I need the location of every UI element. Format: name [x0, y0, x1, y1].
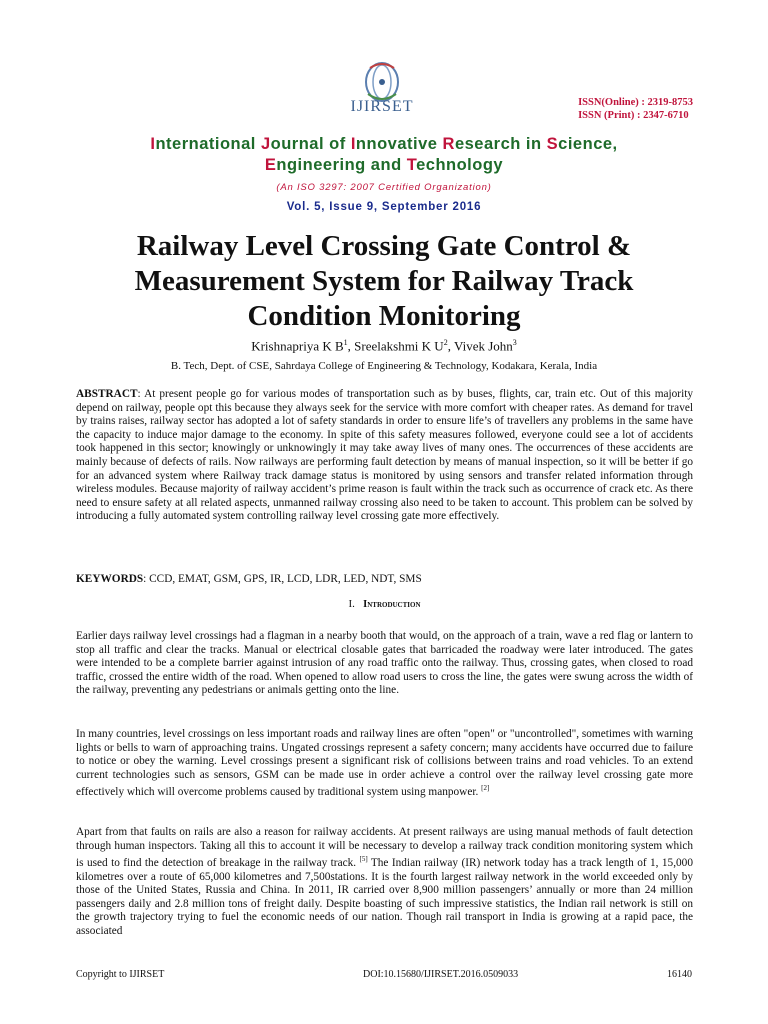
journal-initial: S — [546, 135, 559, 153]
footer-copyright: Copyright to IJIRSET — [76, 969, 165, 980]
author-name: Vivek John — [453, 338, 513, 354]
journal-initial: T — [406, 156, 417, 174]
footer-page-number: 16140 — [667, 969, 692, 980]
section-heading — [76, 598, 693, 610]
abstract-label: ABSTRACT — [76, 388, 138, 400]
journal-initial: I — [350, 135, 356, 153]
issn-print: ISSN (Print) : 2347-6710 — [578, 110, 689, 121]
journal-word: ngineering and — [276, 156, 407, 174]
keywords — [76, 573, 693, 585]
section-number: I. — [348, 598, 355, 610]
journal-word: nternational — [155, 135, 261, 153]
journal-initial: I — [150, 135, 156, 153]
author-affiliation: B. Tech, Dept. of CSE, Sahrdaya College of Engineering & Technology, Kodakara, Kerala, India — [170, 360, 598, 372]
paper-title-line: Condition Monitoring — [247, 300, 521, 332]
issn-online: ISSN(Online) : 2319-8753 — [578, 97, 693, 108]
journal-name-line1 — [80, 134, 688, 155]
author-affil-mark: 1 — [343, 338, 348, 347]
author-list: Krishnapriya K $B^1$, Sreelakshmi K $U^2$, Vivek John$^3$ — [251, 338, 517, 354]
body-paragraph: Earlier days railway level crossings had a flagman in a nearby booth that would, on the approach of a train, wave a red flag or lantern to stop all traffic and clear the tracks. Manual or electrical closable gates that barricaded the roadway were later introduced. The gates were intended to be a complete barrier against intrusion of any road traffic onto the railway. Thus, crossing gates, when closed to road traffic, crossed the entire width of the road. When opened to allow road users to cross the line, the gates were swung across the width of the railway, preventing any pedestrians or animals getting onto the line. — [76, 630, 693, 697]
journal-word: esearch in — [454, 135, 547, 153]
journal-word: nnovative — [355, 135, 443, 153]
author-name: Krishnapriya K B — [251, 338, 344, 354]
journal-word: cience, — [558, 135, 618, 153]
logo-text: IJIRSET — [350, 98, 414, 115]
journal-initial: J — [260, 135, 271, 153]
paragraph-text: The Indian railway (IR) network today has a track length of 1, 15,000 kilometres over a route of 65,000 kilometres and 7,500stations. It is the fourth largest railway network in the world exceeded only by those of the United States, Russia and China. In 2011, IR carried over 8,900 million passengers’ annually or more than 24 million passengers daily and 2.8 million tons of freight daily. Despite boasting of such impressive statistics, the Indian rail network is still on the growth trajectory trying to fuel the economic needs of our nation. Though rail transport in India is growing at a rapid pace, the associated — [76, 856, 693, 937]
volume-issue: Vol. 5, Issue 9, September 2016 — [286, 201, 482, 213]
paper-title-line: Railway Level Crossing Gate Control & — [136, 230, 632, 262]
paragraph-text: Apart from that faults on rails are also a reason for railway accidents. At present railways are using manual methods of fault detection through human inspectors. Taking all this to account it will be necessary to develop a railway track condition monitoring system which is used to find the detection of breakage in the railway track. — [76, 826, 693, 869]
journal-initial: R — [442, 135, 455, 153]
body-paragraph — [76, 826, 693, 939]
journal-name-line2 — [80, 155, 688, 176]
body-paragraph — [76, 728, 693, 800]
citation-ref: [2] — [481, 784, 490, 793]
abstract-text: : At present people go for various modes of transportation such as by buses, flights, car, train etc. Out of this majority depend on railway, people opt this because they always seek for the service with more comfort with cheaper rates. As demand for travel by trains raises, railway sector has adopted a lot of safety standards in order to ensure life’s of travellers any problems in the same have the capacity to induce major damage to the economy. In spite of this safety measures followed, everyone could see a lot of accidents took happened in this sector; knowingly or unknowingly it may take away lives of many ones. The occurrences of these accidents are mainly because of defects of rails. Now railways are performing fault detection by means of manual inspection, so it will be better if go for an advanced system where Railway track damage status is monitored by using sensors and transfer related information through wireless modules. Because majority of railway accident’s prime reason is fault within the track such as occurrence of crack etc. As there need to ensure safety at all related aspects, unmanned railway crossing also need to be taken to account. This problem can be solved by introducing a fully automated system controlling railway level crossing gate more effectively. — [76, 388, 693, 523]
issn-block — [578, 96, 693, 122]
abstract — [76, 388, 693, 524]
paragraph-text: In many countries, level crossings on less important roads and railway lines are often "open" or "uncontrolled", sometimes with warning lights or bells to warn of approaching trains. Ungated crossings represent a safety concern; many accidents have occurred due to failure to notice or obey the warning. Level crossings present a significant risk of collisions between trains and road vehicles. To an extend current technologies such as sensors, GSM can be made use in order achieve a control over the railway level crossing gate more effectively which will overcome problems caused by traditional system using manpower. — [76, 728, 693, 799]
paper-title — [60, 229, 708, 334]
journal-initial: E — [264, 156, 277, 174]
journal-word: ournal of — [270, 135, 351, 153]
journal-word: echnology — [416, 156, 504, 174]
logo-emblem-icon — [340, 58, 424, 102]
journal-logo — [340, 58, 424, 120]
journal-name — [80, 134, 688, 176]
citation-ref: [5] — [359, 855, 368, 864]
author-affil-mark: 3 — [512, 338, 517, 347]
certification-line: (An ISO 3297: 2007 Certified Organization) — [276, 182, 492, 193]
footer-doi: DOI:10.15680/IJIRSET.2016.0509033 — [363, 969, 519, 980]
author-name: Sreelakshmi K U — [354, 338, 444, 354]
author-affil-mark: 2 — [443, 338, 448, 347]
keywords-label: KEYWORDS — [76, 573, 144, 585]
keywords-text: : CCD, EMAT, GSM, GPS, IR, LCD, LDR, LED, NDT, SMS — [143, 573, 422, 585]
section-title: Introduction — [363, 599, 421, 610]
paper-title-line: Measurement System for Railway Track — [134, 265, 634, 297]
